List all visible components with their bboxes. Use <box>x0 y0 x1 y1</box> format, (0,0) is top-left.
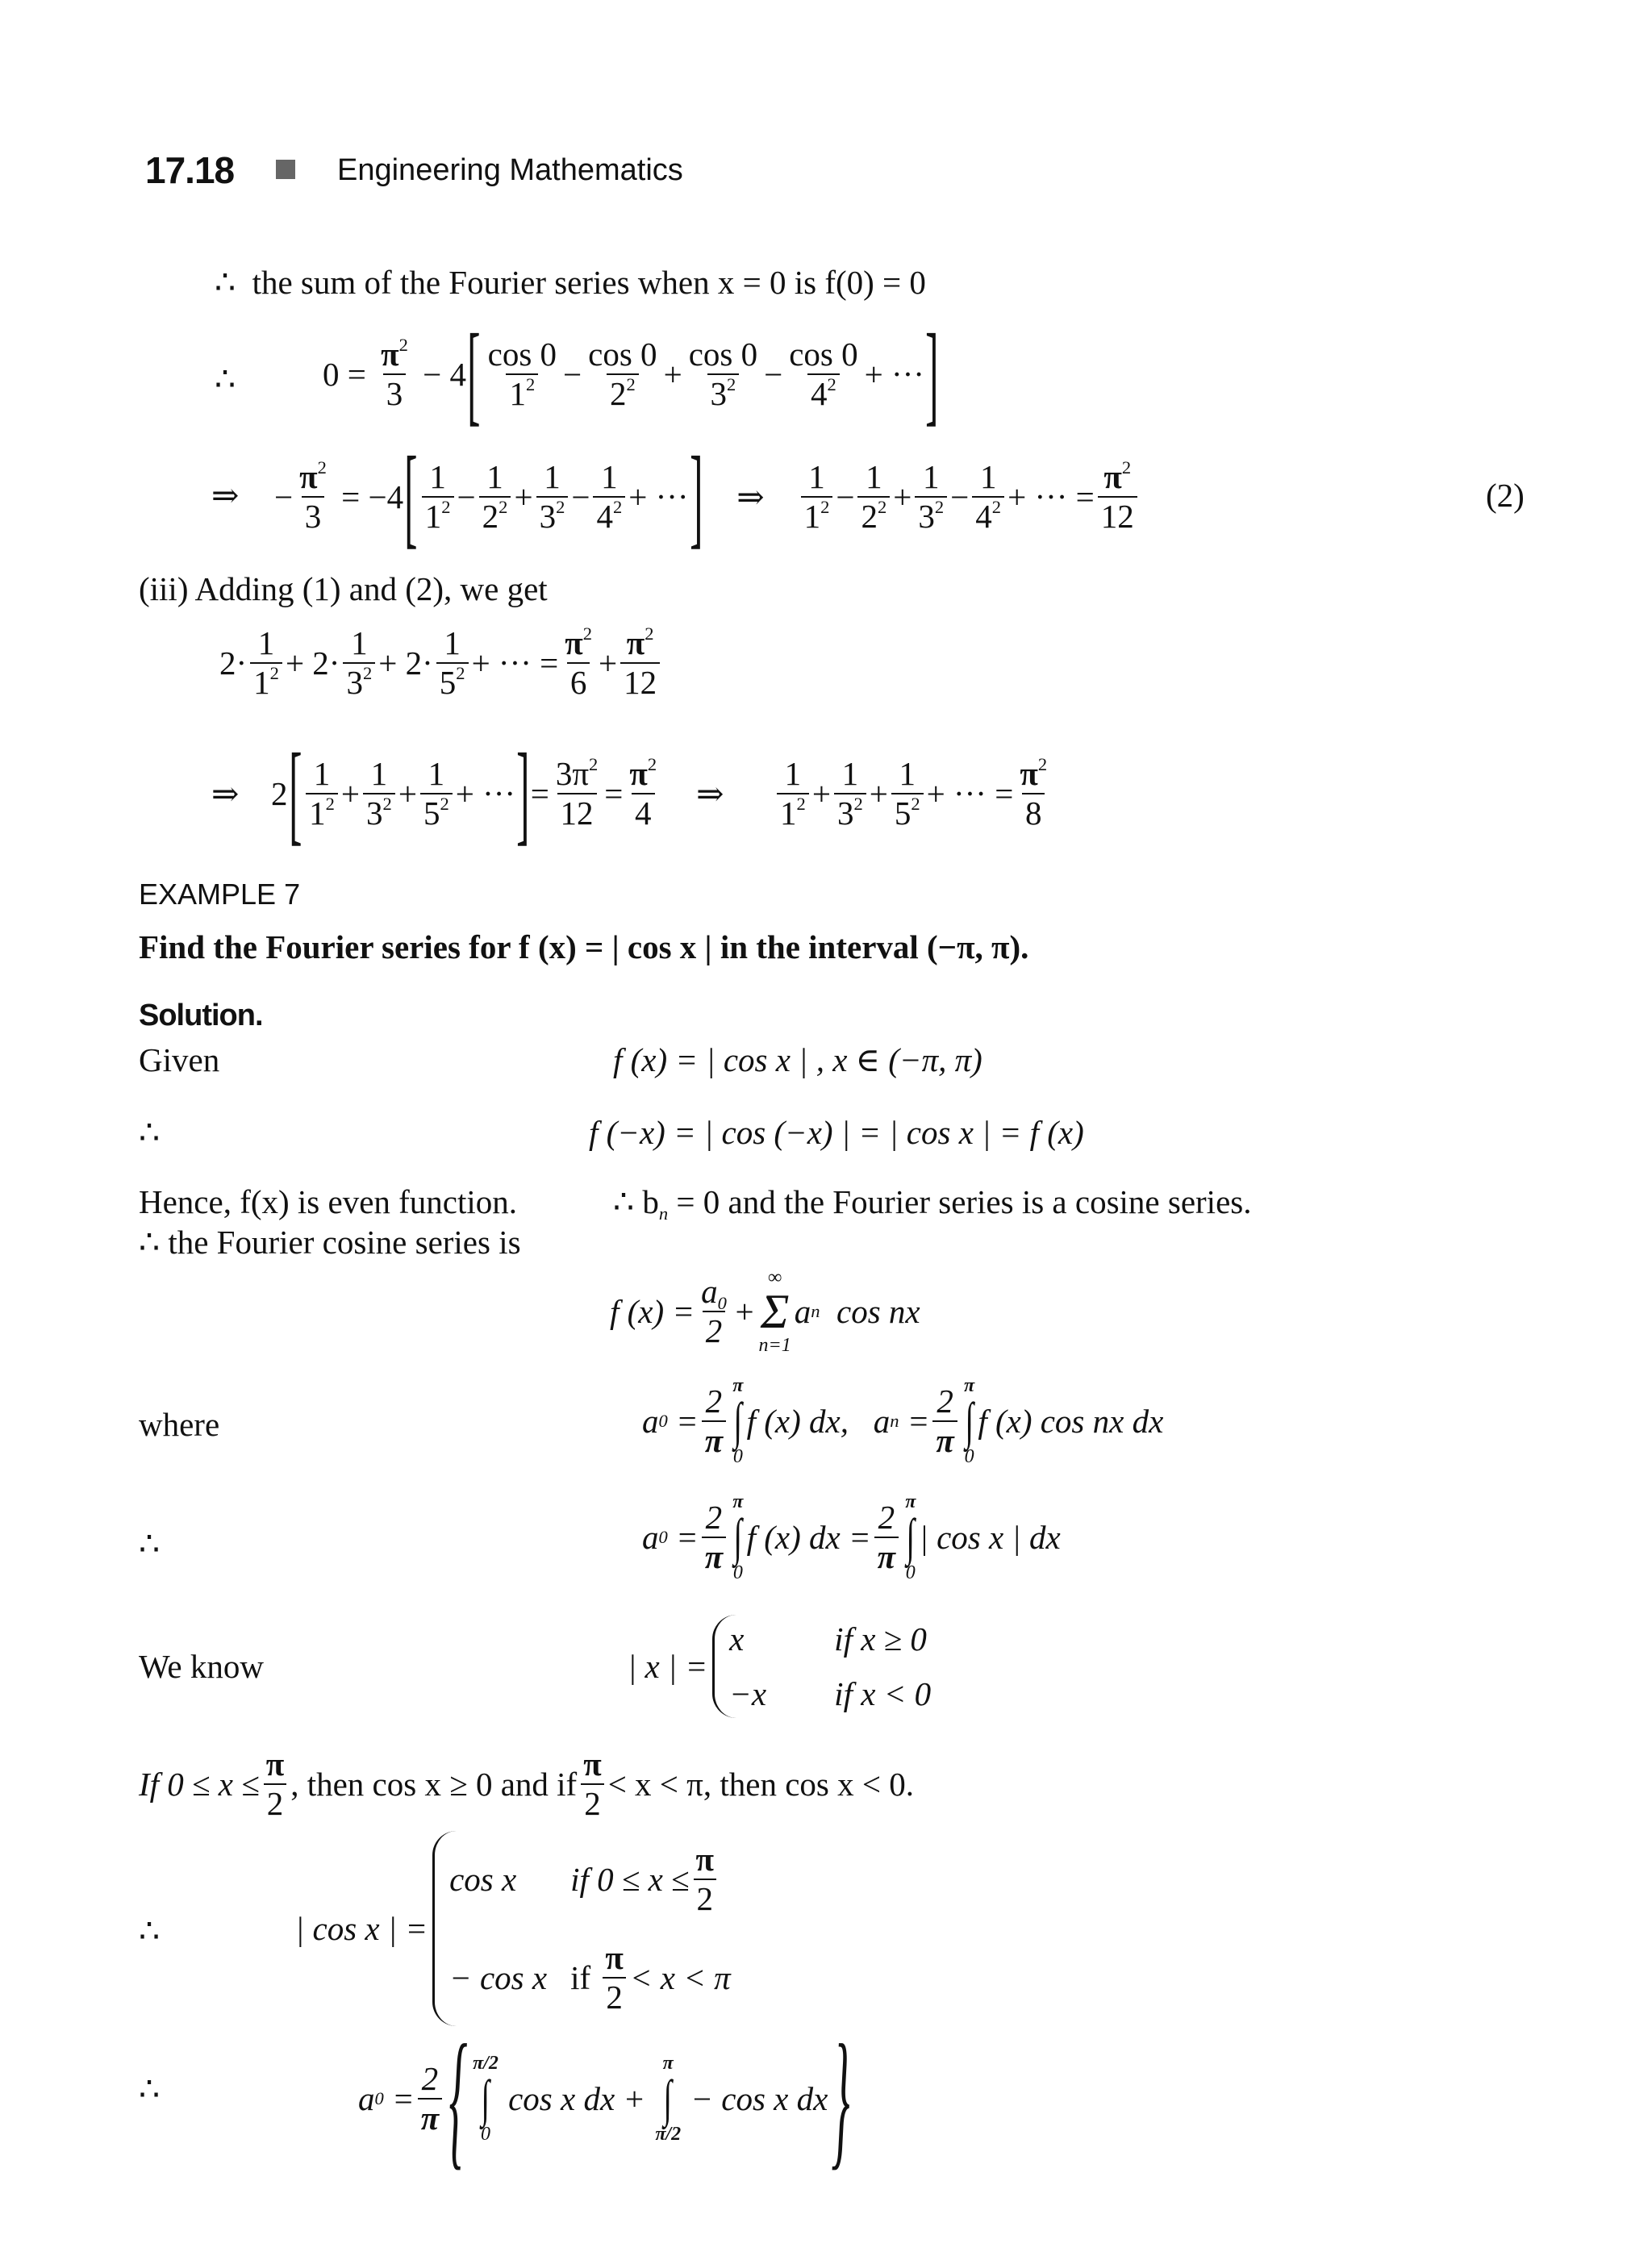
equation-pi2-8: 2 [ $\frac{1}{1^2}$ + $\frac{1}{3^2}$ + $\frac{1}{5^2}$ + ··· ] = $\frac{3\pi^2}{12}$ = $\frac{\pi^2}{4}$ ⇒ $\frac{1}{1^2}$ + $\frac{1}{3^2}$ + $\frac{1}{5^2}$ + ··· = $\frac{\pi^2}{8}$ <box>271 731 1048 856</box>
abs-cos-cases: cos x if 0 ≤ x ≤ $\frac{\pi}{2}$ − cos x if $\frac{\pi}{2}$ < x < π <box>432 1831 731 2026</box>
frac-pi2-3: $\frac{\pi^2}{3}$ <box>381 334 408 412</box>
fourier-series-equation: f (x) = $\frac{a_0}{2}$ + ∞ Σ n=1 a n cos nx <box>610 1267 920 1356</box>
bn-zero-text: ∴ $b_n = 0$ and the Fourier series is a cosine series. <box>613 1183 1252 1224</box>
condition-line: If 0 ≤ x ≤ $\frac{\pi}{2}$ , then cos x ≥ 0 and if $\frac{\pi}{2}$ < x < π, then cos x < 0. <box>139 1745 914 1823</box>
equation-zero: 0 = $\frac{\pi^2}{3}$ − 4 [ $\frac{\cos 0}{1^2}$ − $\frac{\cos 0}{2^2}$ + $\frac{\cos 0}{3^2}$ − $\frac{\cos 0}{4^2}$ + ··· ] <box>323 311 939 436</box>
where-label: where <box>139 1406 220 1443</box>
abs-cos-definition: | cos x | = cos x if 0 ≤ x ≤ $\frac{\pi}{2}$ − cos x if $\frac{\pi}{2}$ < x < π <box>295 1831 731 2026</box>
page-number: 17.18 <box>145 149 235 191</box>
a0-split-integral: a 0 = $\frac{2}{\pi}$ { π/2 ∫ 0 cos x dx + π ∫ π/2 − cos x dx } <box>358 2014 850 2183</box>
abs-x-definition: | x | = x if x ≥ 0 −x if x < 0 <box>628 1615 931 1718</box>
even-equation: f (−x) = | cos (−x) | = | cos x | = f (x) <box>589 1114 1084 1151</box>
therefore-symbol-5: ∴ <box>139 1912 161 1950</box>
hence-text: Hence, f(x) is even function. <box>139 1183 518 1220</box>
example-label: EXAMPLE 7 <box>139 878 301 911</box>
given-equation: f (x) = | cos x | , x ∈ (−π, π) <box>613 1041 982 1078</box>
therefore-symbol-2: ∴ <box>215 361 236 398</box>
sum-text: the sum of the Fourier series when x = 0 is f(0) = 0 <box>252 264 926 301</box>
zero: 0 <box>323 356 340 393</box>
header-square-icon <box>276 160 295 179</box>
coefficient-definitions: a 0 = $\frac{2}{\pi}$ π ∫ 0 f (x) dx, a n = $\frac{2}{\pi}$ π ∫ 0 f (x) cos nx dx <box>642 1375 1164 1467</box>
abs-x-cases: x if x ≥ 0 −x if x < 0 <box>712 1615 931 1718</box>
therefore-symbol-4: ∴ <box>139 1525 161 1562</box>
equation-sum-pi2-12: − $\frac{\pi^2}{3}$ = − 4 [ $\frac{1}{1^2}$ − $\frac{1}{2^2}$ + $\frac{1}{3^2}$ − $\frac{1}{4^2}$ + ··· ] ⇒ $\frac{1}{1^2}$ − $\frac{1}{2^2}$ + $\frac{1}{3^2}$ − $\frac{1}{4^2}$ + ··· = $\frac{\pi^2}{12}$ <box>274 452 1141 542</box>
a0-equation: a 0 = $\frac{2}{\pi}$ π ∫ 0 f (x) dx = $\frac{2}{\pi}$ π ∫ 0 | cos x | dx <box>642 1491 1061 1583</box>
therefore-symbol: ∴ <box>215 264 236 301</box>
solution-label: Solution. <box>139 999 263 1032</box>
we-know-label: We know <box>139 1648 264 1685</box>
problem-statement: Find the Fourier series for f (x) = | cos x | in the interval (−π, π). <box>139 928 1029 965</box>
sigma-symbol: ∞ Σ n=1 <box>758 1267 791 1356</box>
given-label: Given <box>139 1041 220 1078</box>
implies-2: ⇒ <box>211 775 240 812</box>
implies-1: ⇒ <box>211 477 240 514</box>
equation-number-2: (2) <box>1486 477 1525 514</box>
equation-adding: 2· $\frac{1}{1^2}$ + 2· $\frac{1}{3^2}$ + 2· $\frac{1}{5^2}$ + ··· = $\frac{\pi^2}{6}$ + $\frac{\pi^2}{12}$ <box>219 626 663 700</box>
adding-text: (iii) Adding (1) and (2), we get <box>139 570 548 607</box>
sum-line <box>215 263 926 302</box>
therefore-symbol-6: ∴ <box>139 2070 161 2108</box>
book-title: Engineering Mathematics <box>337 153 683 187</box>
therefore-symbol-3: ∴ <box>139 1114 161 1151</box>
cosine-series-text: ∴ the Fourier cosine series is <box>139 1224 521 1261</box>
